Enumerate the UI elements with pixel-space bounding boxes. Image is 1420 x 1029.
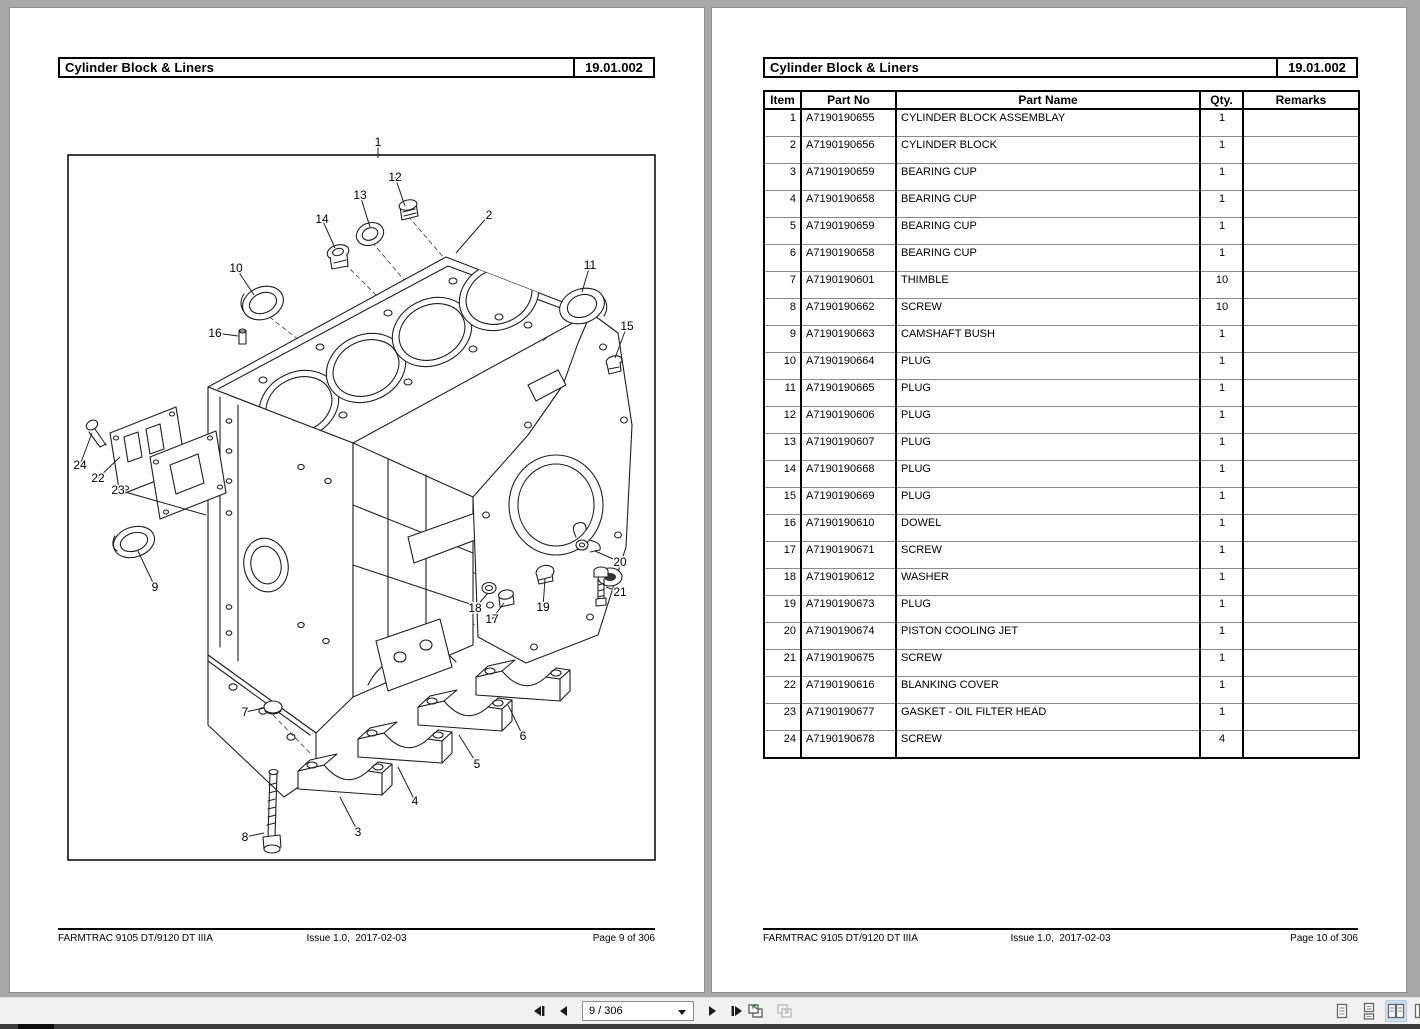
table-cell: WASHER xyxy=(896,569,1200,596)
table-cell: 18 xyxy=(764,569,801,596)
table-cell xyxy=(1243,137,1359,164)
continuous-view-button[interactable] xyxy=(1358,1000,1380,1022)
callout-number: 2 xyxy=(485,208,493,222)
table-row xyxy=(764,245,1359,272)
table-cell: A7190190663 xyxy=(801,326,896,353)
table-cell xyxy=(1243,299,1359,326)
table-cell: 1 xyxy=(1200,218,1243,245)
table-cell: 20 xyxy=(764,623,801,650)
table-row xyxy=(764,218,1359,245)
parts-table-body xyxy=(764,109,1359,758)
table-cell: A7190190677 xyxy=(801,704,896,731)
table-cell: A7190190656 xyxy=(801,137,896,164)
table-cell: SCREW xyxy=(896,650,1200,677)
page-number-combobox[interactable] xyxy=(582,1001,694,1021)
page-layout-group xyxy=(1331,1000,1420,1022)
callout-number: 22 xyxy=(91,471,105,485)
table-cell: A7190190665 xyxy=(801,380,896,407)
table-cell: CYLINDER BLOCK xyxy=(896,137,1200,164)
table-cell: A7190190610 xyxy=(801,515,896,542)
first-page-icon xyxy=(532,1005,546,1017)
table-cell: 15 xyxy=(764,488,801,515)
table-cell: A7190190675 xyxy=(801,650,896,677)
table-cell: A7190190678 xyxy=(801,731,896,759)
table-cell: 11 xyxy=(764,380,801,407)
table-cell: PLUG xyxy=(896,596,1200,623)
next-page-icon xyxy=(706,1005,718,1017)
table-cell xyxy=(1243,191,1359,218)
window-bottom-edge xyxy=(0,1024,1420,1029)
table-row xyxy=(764,434,1359,461)
table-cell xyxy=(1243,245,1359,272)
table-cell: A7190190659 xyxy=(801,164,896,191)
table-cell: A7190190658 xyxy=(801,191,896,218)
page-footer xyxy=(763,928,1358,944)
table-cell: A7190190659 xyxy=(801,218,896,245)
table-cell: 9 xyxy=(764,326,801,353)
table-cell: 8 xyxy=(764,299,801,326)
footer-model: FARMTRAC 9105 DT/9120 DT IIIA xyxy=(763,933,918,944)
table-cell: THIMBLE xyxy=(896,272,1200,299)
page-header xyxy=(58,57,655,78)
callout-number: 15 xyxy=(620,319,634,333)
table-row xyxy=(764,109,1359,137)
table-cell: 1 xyxy=(1200,109,1243,137)
callout-number: 9 xyxy=(151,580,159,594)
table-cell: BEARING CUP xyxy=(896,218,1200,245)
table-cell: CYLINDER BLOCK ASSEMBLAY xyxy=(896,109,1200,137)
table-row xyxy=(764,731,1359,759)
table-header-cell: Qty. xyxy=(1200,91,1243,109)
callout-number: 13 xyxy=(353,188,367,202)
first-page-button[interactable] xyxy=(529,1001,549,1021)
document-page-right xyxy=(712,8,1406,992)
table-cell: 22 xyxy=(764,677,801,704)
table-cell: 1 xyxy=(1200,488,1243,515)
table-row xyxy=(764,596,1359,623)
part-washer-18 xyxy=(482,583,496,594)
next-view-button[interactable] xyxy=(775,1001,795,1021)
table-cell xyxy=(1243,704,1359,731)
table-cell: 10 xyxy=(1200,299,1243,326)
table-row xyxy=(764,461,1359,488)
table-cell: 1 xyxy=(1200,434,1243,461)
table-cell: A7190190655 xyxy=(801,109,896,137)
table-cell: A7190190674 xyxy=(801,623,896,650)
table-cell: 17 xyxy=(764,542,801,569)
table-cell: 1 xyxy=(1200,326,1243,353)
callout-number: 14 xyxy=(315,212,329,226)
previous-view-button[interactable] xyxy=(746,1001,766,1021)
table-row xyxy=(764,137,1359,164)
table-cell: 19 xyxy=(764,596,801,623)
page-title: Cylinder Block & Liners xyxy=(770,60,919,75)
table-cell: 5 xyxy=(764,218,801,245)
bottom-edge-segment xyxy=(18,1024,54,1029)
table-cell: PLUG xyxy=(896,407,1200,434)
callout-number: 1 xyxy=(374,135,382,149)
callout-number: 23 xyxy=(111,483,125,497)
table-cell: PLUG xyxy=(896,380,1200,407)
table-cell xyxy=(1243,623,1359,650)
table-header-cell: Remarks xyxy=(1243,91,1359,109)
previous-page-button[interactable] xyxy=(554,1001,574,1021)
table-cell: PLUG xyxy=(896,434,1200,461)
callout-number: 4 xyxy=(411,794,419,808)
next-page-button[interactable] xyxy=(702,1001,722,1021)
table-cell: A7190190671 xyxy=(801,542,896,569)
table-cell: 1 xyxy=(1200,353,1243,380)
table-cell: 1 xyxy=(1200,380,1243,407)
book-view-button[interactable] xyxy=(1412,1000,1420,1022)
part-dowel-16 xyxy=(239,329,246,344)
table-cell: 1 xyxy=(764,109,801,137)
table-cell: 1 xyxy=(1200,407,1243,434)
parts-table xyxy=(763,90,1360,759)
table-cell: 1 xyxy=(1200,137,1243,164)
page-footer xyxy=(58,928,655,944)
table-cell xyxy=(1243,218,1359,245)
facing-pages-icon xyxy=(1387,1002,1405,1020)
table-row xyxy=(764,488,1359,515)
table-cell: SCREW xyxy=(896,542,1200,569)
table-cell xyxy=(1243,569,1359,596)
table-row xyxy=(764,542,1359,569)
table-row xyxy=(764,272,1359,299)
table-cell xyxy=(1243,434,1359,461)
last-page-button[interactable] xyxy=(727,1001,747,1021)
table-cell: A7190190607 xyxy=(801,434,896,461)
footer-model: FARMTRAC 9105 DT/9120 DT IIIA xyxy=(58,933,213,944)
table-cell xyxy=(1243,380,1359,407)
table-cell: A7190190616 xyxy=(801,677,896,704)
table-cell xyxy=(1243,164,1359,191)
table-cell: A7190190658 xyxy=(801,245,896,272)
table-row xyxy=(764,299,1359,326)
table-cell xyxy=(1243,326,1359,353)
table-cell: 1 xyxy=(1200,677,1243,704)
table-cell: 6 xyxy=(764,245,801,272)
table-row xyxy=(764,650,1359,677)
table-cell xyxy=(1243,515,1359,542)
viewer-toolbar xyxy=(0,997,1420,1024)
callout-number: 3 xyxy=(354,825,362,839)
table-cell xyxy=(1243,407,1359,434)
table-cell: A7190190606 xyxy=(801,407,896,434)
table-cell: PISTON COOLING JET xyxy=(896,623,1200,650)
table-row xyxy=(764,677,1359,704)
callout-number: 17 xyxy=(485,612,499,626)
table-cell: A7190190612 xyxy=(801,569,896,596)
callout-number: 19 xyxy=(536,600,550,614)
document-page-left xyxy=(10,8,704,992)
table-cell: 4 xyxy=(764,191,801,218)
section-code: 19.01.002 xyxy=(1276,59,1356,76)
table-cell: A7190190673 xyxy=(801,596,896,623)
callout-number: 8 xyxy=(241,830,249,844)
table-cell: PLUG xyxy=(896,488,1200,515)
table-cell: 16 xyxy=(764,515,801,542)
facing-pages-view-button[interactable] xyxy=(1385,1000,1407,1022)
callout-number: 21 xyxy=(613,585,627,599)
table-cell: 10 xyxy=(764,353,801,380)
page-number-value: 9 / 306 xyxy=(589,1005,623,1017)
table-header-cell: Part No xyxy=(801,91,896,109)
table-cell xyxy=(1243,677,1359,704)
table-header-cell: Part Name xyxy=(896,91,1200,109)
callout-number: 12 xyxy=(388,170,402,184)
view-history-group xyxy=(746,1001,795,1021)
table-cell: 4 xyxy=(1200,731,1243,759)
table-row xyxy=(764,704,1359,731)
table-cell: 1 xyxy=(1200,461,1243,488)
table-row xyxy=(764,569,1359,596)
table-cell xyxy=(1243,109,1359,137)
callout-number: 11 xyxy=(583,258,597,272)
table-cell xyxy=(1243,488,1359,515)
callout-number: 16 xyxy=(208,326,222,340)
table-cell: BEARING CUP xyxy=(896,245,1200,272)
page-header xyxy=(763,57,1358,78)
page-navigation xyxy=(529,1001,747,1021)
callout-number: 24 xyxy=(73,458,87,472)
table-cell: A7190190601 xyxy=(801,272,896,299)
callout-number: 5 xyxy=(473,757,481,771)
table-cell: A7190190668 xyxy=(801,461,896,488)
table-cell: 3 xyxy=(764,164,801,191)
table-cell: A7190190664 xyxy=(801,353,896,380)
table-cell: 12 xyxy=(764,407,801,434)
book-view-icon xyxy=(1414,1002,1420,1020)
table-cell: BEARING CUP xyxy=(896,191,1200,218)
table-cell: 1 xyxy=(1200,245,1243,272)
table-cell xyxy=(1243,731,1359,759)
table-cell: 1 xyxy=(1200,623,1243,650)
callout-number: 7 xyxy=(241,705,249,719)
table-cell xyxy=(1243,461,1359,488)
table-cell: BLANKING COVER xyxy=(896,677,1200,704)
callout-number: 18 xyxy=(468,601,482,615)
table-row xyxy=(764,164,1359,191)
table-cell: BEARING CUP xyxy=(896,164,1200,191)
table-cell: 21 xyxy=(764,650,801,677)
last-page-icon xyxy=(730,1005,744,1017)
footer-page-number: Page 9 of 306 xyxy=(592,933,655,944)
table-cell: 13 xyxy=(764,434,801,461)
table-cell: 10 xyxy=(1200,272,1243,299)
table-cell: 23 xyxy=(764,704,801,731)
table-cell: A7190190662 xyxy=(801,299,896,326)
callout-number: 20 xyxy=(613,555,627,569)
table-cell: 24 xyxy=(764,731,801,759)
table-cell xyxy=(1243,596,1359,623)
table-row xyxy=(764,623,1359,650)
table-cell: SCREW xyxy=(896,731,1200,759)
table-cell: SCREW xyxy=(896,299,1200,326)
table-cell: 1 xyxy=(1200,650,1243,677)
table-row xyxy=(764,326,1359,353)
table-cell: 1 xyxy=(1200,191,1243,218)
previous-view-icon xyxy=(747,1002,765,1020)
callout-number: 6 xyxy=(519,729,527,743)
table-row xyxy=(764,353,1359,380)
single-page-view-button[interactable] xyxy=(1331,1000,1353,1022)
table-cell: PLUG xyxy=(896,461,1200,488)
footer-issue: Issue 1.0, 2017-02-03 xyxy=(306,933,407,944)
table-cell: 1 xyxy=(1200,596,1243,623)
table-cell: A7190190669 xyxy=(801,488,896,515)
footer-issue: Issue 1.0, 2017-02-03 xyxy=(1010,933,1111,944)
table-row xyxy=(764,191,1359,218)
previous-page-icon xyxy=(558,1005,570,1017)
combobox-dropdown-icon[interactable] xyxy=(678,1010,686,1015)
continuous-scroll-icon xyxy=(1361,1002,1377,1020)
section-code: 19.01.002 xyxy=(573,59,653,76)
table-cell xyxy=(1243,650,1359,677)
table-row xyxy=(764,407,1359,434)
footer-page-number: Page 10 of 306 xyxy=(1290,933,1358,944)
table-cell: 7 xyxy=(764,272,801,299)
table-cell: 1 xyxy=(1200,704,1243,731)
table-cell: DOWEL xyxy=(896,515,1200,542)
single-page-icon xyxy=(1334,1002,1350,1020)
table-row xyxy=(764,380,1359,407)
table-header-cell: Item xyxy=(764,91,801,109)
table-cell: 1 xyxy=(1200,164,1243,191)
table-row xyxy=(764,515,1359,542)
table-cell: 2 xyxy=(764,137,801,164)
table-cell: GASKET - OIL FILTER HEAD xyxy=(896,704,1200,731)
table-cell: 1 xyxy=(1200,569,1243,596)
callout-number: 10 xyxy=(229,261,243,275)
page-title: Cylinder Block & Liners xyxy=(65,60,214,75)
exploded-diagram xyxy=(58,85,658,885)
table-cell xyxy=(1243,353,1359,380)
table-cell xyxy=(1243,272,1359,299)
table-cell xyxy=(1243,542,1359,569)
table-cell: CAMSHAFT BUSH xyxy=(896,326,1200,353)
next-view-icon xyxy=(776,1002,794,1020)
table-cell: 14 xyxy=(764,461,801,488)
table-header-row xyxy=(764,91,1359,109)
table-cell: PLUG xyxy=(896,353,1200,380)
table-cell: 1 xyxy=(1200,542,1243,569)
table-cell: 1 xyxy=(1200,515,1243,542)
